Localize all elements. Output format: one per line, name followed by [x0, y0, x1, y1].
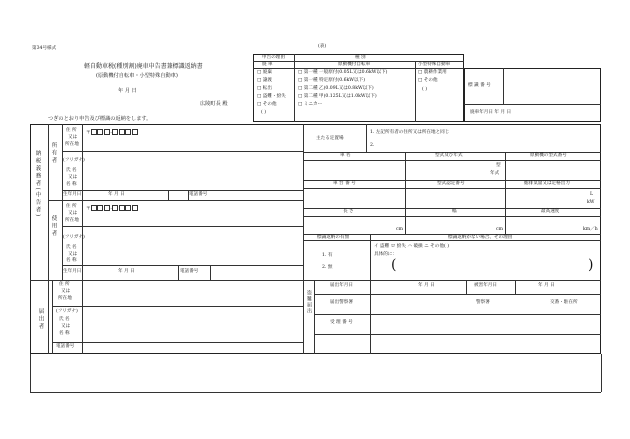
plate-return-yes[interactable]: 1. 有 — [322, 253, 333, 258]
owner-name-label-3: 名 称 — [66, 182, 77, 187]
user-side-label: 使用者 — [50, 215, 57, 238]
theft-side-label: 盗難届出 — [306, 290, 312, 314]
filer-address-label-2: 又は — [61, 289, 71, 294]
reason-transfer[interactable]: □ 譲渡 — [257, 78, 272, 83]
form-subtitle: (原動機付自転車・小型特殊自動車) — [96, 73, 178, 79]
user-address-label-3: 所在地 — [65, 218, 79, 223]
reason-other[interactable]: □ その他 — [257, 102, 277, 107]
form-title: 軽自動車税(種別割)廃車申告書兼標識返納書 — [84, 63, 203, 70]
plate-return-header: 標識返納の有無 — [317, 235, 350, 240]
user-address-label-1: 住 所 — [66, 204, 77, 209]
owner-birth-label: 生年月日 — [63, 192, 82, 197]
type-header: 種 別 — [355, 55, 366, 60]
reason-header: 申告の理由 — [262, 55, 285, 60]
filer-name-label-3: 名 称 — [59, 331, 70, 336]
owner-address-label-3: 所在地 — [65, 142, 79, 147]
user-name-label-3: 名 称 — [66, 258, 77, 263]
plate-number-label: 標 識 番 号 — [468, 83, 491, 88]
moped-class2-b[interactable]: □ 第二種 乙(0.09L又は0.8kW以下) — [298, 86, 374, 91]
certification-number-header: 型式認定番号 — [437, 181, 465, 186]
owner-furigana-label: (フリガナ) — [63, 158, 85, 163]
theft-report-date-label: 届出年月日 — [330, 283, 353, 288]
vehicle-name-header: 車 名 — [340, 153, 351, 158]
displacement-header: 総排気量又は定格出力 — [524, 181, 570, 186]
user-name-label-1: 氏 名 — [66, 245, 77, 250]
addressee: 広陵町長 殿 — [200, 101, 228, 107]
submission-date: 年 月 日 — [118, 88, 137, 94]
owner-side-label: 所有者 — [50, 142, 57, 165]
reason-subheader: 廃 車 — [262, 62, 273, 67]
unit-cm-length: cm — [396, 227, 403, 232]
main-form — [30, 124, 601, 354]
owner-zip-mark: 〒 — [86, 130, 91, 136]
storage-label: 主たる定置場 — [316, 136, 344, 141]
reason-theft[interactable]: □ 盗難・紛失 — [257, 94, 286, 99]
intro-text: つぎのとおり申告及び標識の返納をします。 — [48, 116, 152, 122]
storage-option-2[interactable]: 2. — [370, 143, 375, 148]
page-label: (表) — [318, 44, 327, 49]
special-farm[interactable]: □ 農耕作業用 — [418, 70, 447, 75]
filer-furigana-label: (フリガナ) — [56, 309, 78, 314]
police-station-label: 届出警察署 — [330, 300, 353, 305]
storage-option-1[interactable]: 1. 左記所有者の住所又は所在地と同じ — [370, 130, 450, 135]
user-name-label-2: 又は — [68, 252, 78, 257]
plate-return-reasons[interactable]: イ 盗難 ロ 紛失 ハ 破損 ニ その他( ) — [374, 244, 449, 249]
user-phone-label: 電話番号 — [180, 269, 199, 274]
chassis-number-header: 車 台 番 号 — [333, 181, 356, 186]
moped-class1-special[interactable]: □ 第一種 特定原付(0.6kW以下) — [298, 78, 366, 83]
owner-name-label-1: 氏 名 — [66, 168, 77, 173]
reason-scrap[interactable]: □ 廃棄 — [257, 70, 272, 75]
owner-address-label-1: 住 所 — [66, 128, 77, 133]
user-birth-label: 生年月日 — [63, 269, 82, 274]
moped-class1-general[interactable]: □ 第一種 一般原付(0.05L又は0.6kW以下) — [298, 70, 388, 75]
filer-address-label-1: 住 所 — [59, 282, 70, 287]
filer-address-label-3: 所在地 — [58, 296, 72, 301]
police-box-suffix: 交番・駐在所 — [550, 300, 578, 305]
scrap-date: 廃車年月日 年 月 日 — [470, 110, 512, 115]
filer-name-label-2: 又は — [61, 324, 71, 329]
filer-name-label-1: 氏 名 — [59, 317, 70, 322]
theft-report-date-value: 年 月 日 — [418, 283, 435, 288]
owner-name-label-2: 又は — [68, 175, 78, 180]
unit-kw: kW — [587, 200, 595, 205]
moped-class2-a[interactable]: □ 第二種 甲(0.125L又は1.0kW以下) — [298, 94, 377, 99]
length-header: 長 さ — [343, 209, 354, 214]
owner-birth-value: 年 月 日 — [108, 192, 125, 197]
police-station-suffix: 警察署 — [476, 300, 490, 305]
plate-return-no[interactable]: 2. 無 — [322, 265, 333, 270]
unit-cm-width: cm — [496, 227, 503, 232]
year-mark: 年式 — [490, 171, 500, 176]
special-other-detail: ( ) — [422, 87, 428, 92]
owner-zip[interactable]: 〒 - — [86, 129, 138, 136]
user-address-label-2: 又は — [68, 211, 78, 216]
detail-open-bracket: ( — [391, 257, 397, 273]
form-number: 第34号様式 — [32, 46, 57, 51]
user-zip-mark: 〒 — [86, 206, 91, 212]
detail-close-bracket: ) — [588, 257, 594, 273]
filer-phone-label: 電話番号 — [56, 344, 75, 349]
engine-model-header: 原動機の型式番号 — [530, 153, 567, 158]
special-header: 小型特殊自動車 — [418, 62, 451, 67]
user-zip[interactable]: 〒 - — [86, 205, 138, 212]
moped-minicar[interactable]: □ ミニカー — [298, 102, 323, 107]
reason-moveout[interactable]: □ 転出 — [257, 86, 272, 91]
width-header: 幅 — [452, 209, 457, 214]
unit-kmh: km／h — [583, 227, 598, 232]
moped-header: 原動機付自転車 — [338, 62, 371, 67]
model-mark: 型 — [496, 163, 501, 168]
user-furigana-label: (フリガナ) — [63, 235, 85, 240]
plate-return-reason-header: 標識返納がない場合、その理由 — [448, 235, 513, 240]
user-birth-value: 年 月 日 — [118, 269, 135, 274]
reason-other-detail: ( ) — [261, 110, 267, 115]
receipt-number-label: 受 理 番 号 — [330, 320, 353, 325]
vehicle-model-header: 型式及び年式 — [435, 153, 463, 158]
unit-liter: L — [590, 192, 594, 197]
damage-date-label: 被害年月日 — [474, 283, 497, 288]
owner-address-label-2: 又は — [68, 135, 78, 140]
owner-phone-label: 電話番号 — [189, 192, 208, 197]
filer-side-label: 届出者 — [37, 308, 44, 331]
special-other[interactable]: □ その他 — [418, 78, 438, 83]
owner-group-label: 納税義務者(中告者) — [34, 150, 41, 219]
plate-return-detail-label: 具体的に： — [374, 252, 397, 257]
damage-date-value: 年 月 日 — [538, 283, 555, 288]
max-speed-header: 最高速度 — [541, 209, 560, 214]
